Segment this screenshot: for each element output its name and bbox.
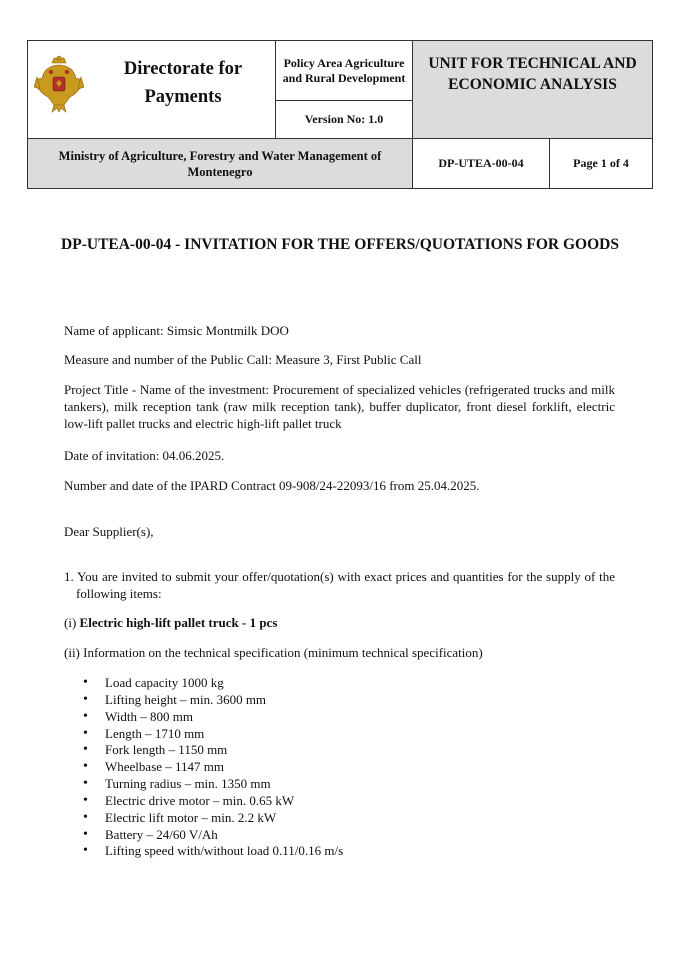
header-table (27, 40, 653, 189)
document-title: DP-UTEA-00-04 - INVITATION FOR THE OFFERS/QUOTATIONS FOR GOODS (61, 236, 619, 253)
list-item: • Fork length – 1150 mm (105, 742, 343, 759)
list-item: • Battery – 24/60 V/Ah (105, 827, 343, 844)
list-item: • Width – 800 mm (105, 709, 343, 726)
directorate-title: Directorate for Payments (123, 59, 243, 107)
list-item: • Wheelbase – 1147 mm (105, 759, 343, 776)
public-call-measure: Measure and number of the Public Call: Measure 3, First Public Call (64, 352, 422, 367)
directorate-cell (28, 41, 276, 139)
salutation: Dear Supplier(s), (64, 524, 154, 539)
ministry-name: Ministry of Agriculture, Forestry and Water Management of Montenegro (28, 139, 413, 189)
point-1: 1. You are invited to submit your offer/quotation(s) with exact prices and quantities for the supply of the following items: (64, 569, 615, 601)
page-number: Page 1 of 4 (550, 139, 653, 189)
list-item: • Lifting speed with/without load 0.11/0.16 m/s (105, 843, 343, 860)
applicant-name: Name of applicant: Simsic Montmilk DOO (64, 323, 289, 338)
unit-title: UNIT FOR TECHNICAL AND ECONOMIC ANALYSIS (413, 41, 653, 139)
project-title: Project Title - Name of the investment: Procurement of specialized vehicles (refrigerated trucks and milk tankers), milk reception tank (raw milk reception tank), buffer duplicator, front diesel forklift, electric low-lift pallet trucks and electric high-lift pallet truck (64, 382, 615, 431)
ipard-contract: Number and date of the IPARD Contract 09-908/24-22093/16 from 25.04.2025. (64, 478, 480, 493)
montenegro-coat-of-arms-icon (34, 55, 84, 113)
list-item: • Electric drive motor – min. 0.65 kW (105, 793, 343, 810)
spec-heading: (ii) Information on the technical specification (minimum technical specification) (64, 645, 483, 660)
list-item: • Lifting height – min. 3600 mm (105, 692, 343, 709)
list-item: • Turning radius – min. 1350 mm (105, 776, 343, 793)
item-prefix: (i) (64, 615, 80, 630)
list-item: • Length – 1710 mm (105, 726, 343, 743)
list-item: • Electric lift motor – min. 2.2 kW (105, 810, 343, 827)
spec-list (64, 675, 343, 860)
item-line (64, 614, 615, 631)
list-item: • Load capacity 1000 kg (105, 675, 343, 692)
item-name: Electric high-lift pallet truck - 1 pcs (79, 615, 278, 630)
policy-area: Policy Area Agriculture and Rural Development (276, 41, 413, 101)
document-code: DP-UTEA-00-04 (413, 139, 550, 189)
version-number: Version No: 1.0 (276, 101, 413, 139)
invitation-date: Date of invitation: 04.06.2025. (64, 448, 225, 463)
